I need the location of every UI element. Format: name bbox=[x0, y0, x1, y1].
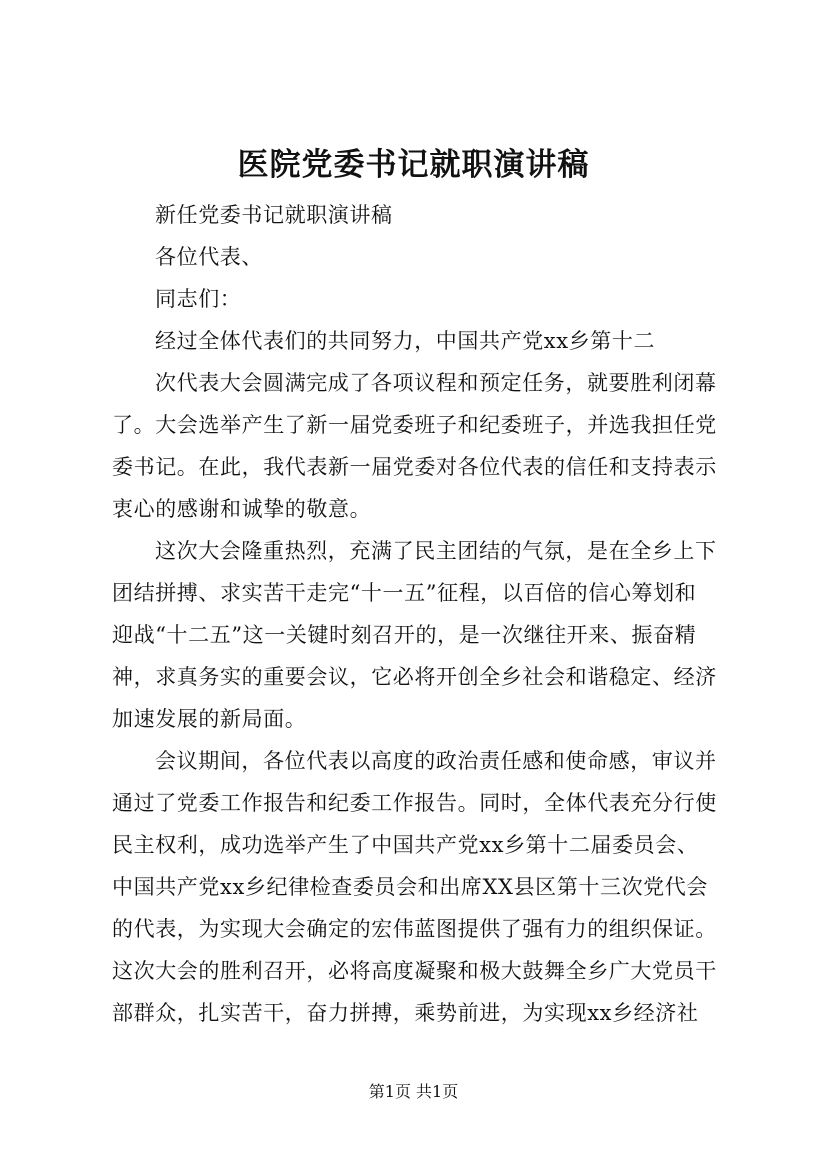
text-line: 迎战“十二五”这一关键时刻召开的，是一次继往开来、振奋精 bbox=[112, 623, 697, 647]
text-line: 民主权利，成功选举产生了中国共产党xx乡第十二届委员会、 bbox=[112, 833, 699, 857]
text-line: 这次大会隆重热烈，充满了民主团结的气氛，是在全乡上下 bbox=[155, 539, 717, 563]
text-line: 神，求真务实的重要会议，它必将开创全乡社会和谐稳定、经济 bbox=[112, 665, 717, 689]
text-line: 这次大会的胜利召开，必将高度凝聚和极大鼓舞全乡广大党员干 bbox=[112, 959, 717, 983]
text-line: 了。大会选举产生了新一届党委班子和纪委班子，并选我担任党 bbox=[112, 413, 717, 437]
text-line: 中国共产党xx乡纪律检查委员会和出席XX县区第十三次党代会 bbox=[112, 875, 708, 899]
text-line: 部群众，扎实苦干，奋力拼搏，乘势前进，为实现xx乡经济社 bbox=[112, 1001, 699, 1025]
text-line: 通过了党委工作报告和纪委工作报告。同时，全体代表充分行使 bbox=[112, 791, 717, 815]
text-line: 团结拼搏、求实苦干走完“十一五”征程，以百倍的信心筹划和 bbox=[112, 581, 697, 605]
text-line: 经过全体代表们的共同努力，中国共产党xx乡第十二 bbox=[155, 329, 656, 353]
text-line: 加速发展的新局面。 bbox=[112, 707, 307, 731]
text-line: 委书记。在此，我代表新一届党委对各位代表的信任和支持表示 bbox=[112, 455, 717, 479]
text-line: 次代表大会圆满完成了各项议程和预定任务，就要胜利闭幕 bbox=[155, 371, 717, 395]
text-line: 同志们： bbox=[155, 287, 242, 311]
page-footer: 第1页 共1页 bbox=[368, 1082, 459, 1101]
text-line: 各位代表、 bbox=[155, 245, 263, 269]
text-line: 新任党委书记就职演讲稿 bbox=[155, 203, 393, 227]
text-line: 衷心的感谢和诚挚的敬意。 bbox=[112, 497, 372, 521]
text-line: 的代表，为实现大会确定的宏伟蓝图提供了强有力的组织保证。 bbox=[112, 917, 717, 941]
document-title: 医院党委书记就职演讲稿 bbox=[237, 147, 590, 183]
text-line: 会议期间，各位代表以高度的政治责任感和使命感，审议并 bbox=[155, 749, 717, 773]
